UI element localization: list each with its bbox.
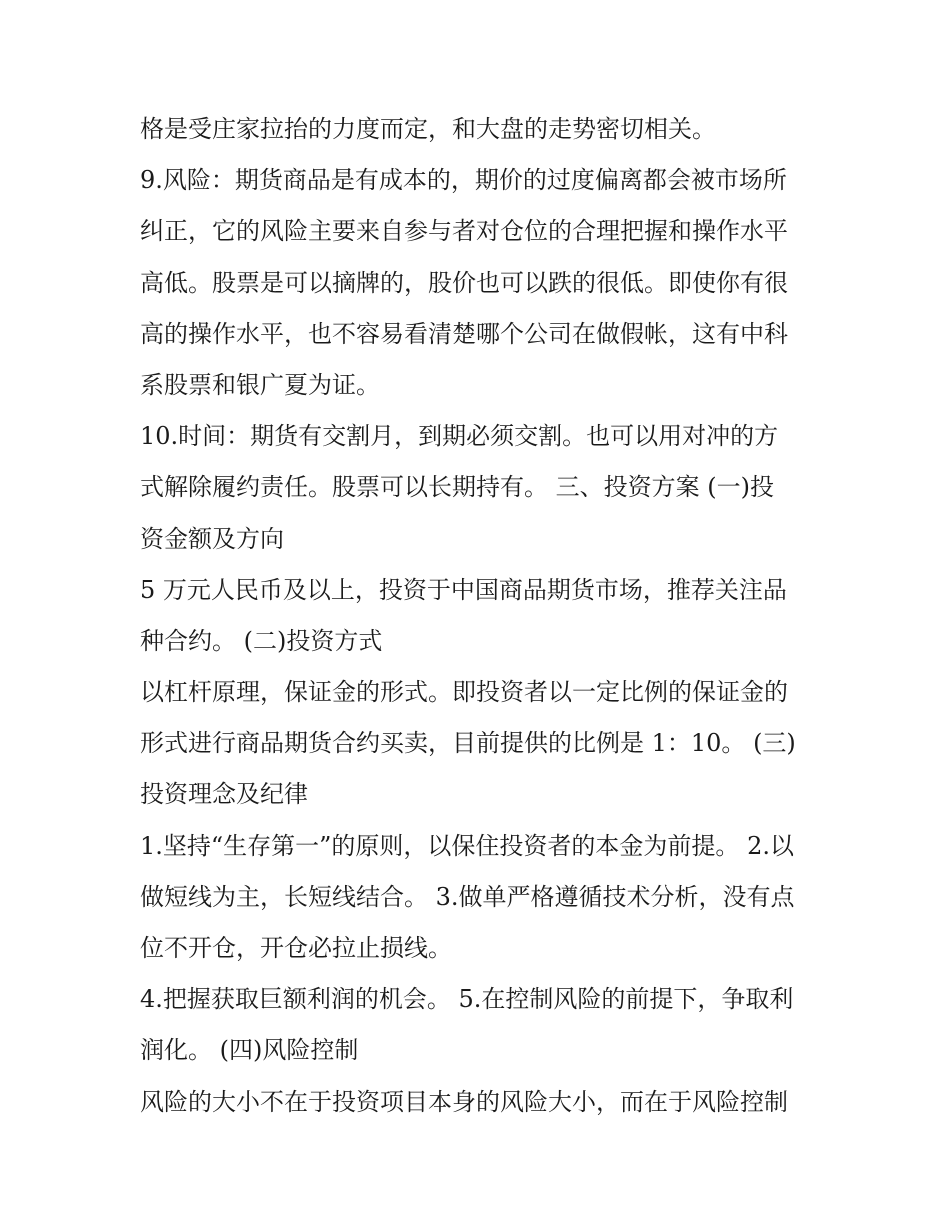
text-line: 资金额及方向	[140, 524, 284, 553]
text-line: 形式进行商品期货合约买卖，目前提供的比例是 1：10。 (三)	[140, 729, 796, 758]
text-line: 式解除履约责任。股票可以长期持有。 三、投资方案 (一)投	[140, 473, 774, 502]
text-line: 位不开仓，开仓必拉止损线。	[140, 934, 452, 962]
text-line: 1.坚持“生存第一”的原则，以保住投资者的本金为前提。 2.以	[140, 831, 794, 860]
body-text	[140, 104, 820, 1128]
text-line: 做短线为主，长短线结合。 3.做单严格遵循技术分析，没有点	[140, 882, 795, 911]
text-line: 以杠杆原理，保证金的形式。即投资者以一定比例的保证金的	[140, 678, 788, 707]
text-line: 高低。股票是可以摘牌的，股价也可以跌的很低。即使你有很	[140, 268, 788, 297]
text-line: 9.风险：期货商品是有成本的，期价的过度偏离都会被市场所	[140, 166, 787, 195]
text-line: 风险的大小不在于投资项目本身的风险大小，而在于风险控制	[140, 1087, 788, 1116]
text-line: 4.把握获取巨额利润的机会。 5.在控制风险的前提下，争取利	[140, 985, 794, 1014]
text-line: 种合约。 (二)投资方式	[140, 626, 383, 655]
text-line: 润化。 (四)风险控制	[140, 1036, 359, 1065]
text-line: 高的操作水平，也不容易看清楚哪个公司在做假帐，这有中科	[140, 319, 788, 348]
text-line: 纠正，它的风险主要来自参与者对仓位的合理把握和操作水平	[140, 217, 788, 246]
text-line: 系股票和银广夏为证。	[140, 370, 380, 399]
text-line: 10.时间：期货有交割月，到期必须交割。也可以用对冲的方	[140, 422, 779, 451]
text-line: 投资理念及纪律	[140, 780, 308, 809]
text-line: 5 万元人民币及以上，投资于中国商品期货市场，推荐关注品	[140, 575, 787, 604]
text-line: 格是受庄家拉抬的力度而定，和大盘的走势密切相关。	[140, 115, 716, 143]
